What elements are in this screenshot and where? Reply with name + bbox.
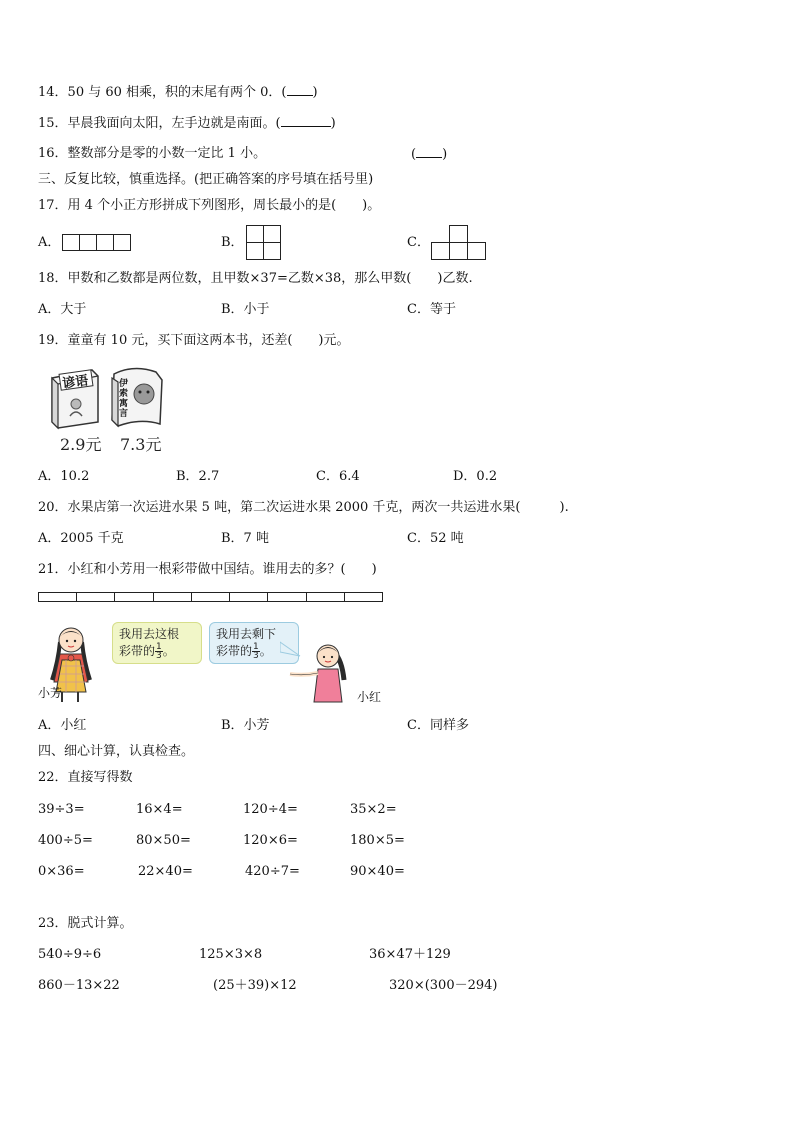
expression-item[interactable]: 36×47＋129 [369,947,451,962]
bubble-text-line-2: 彩带的 $\frac{1}{3}$ 。 [119,642,175,661]
svg-text:伊: 伊 [119,379,129,389]
q19-option-b[interactable]: B．2.7 [176,469,220,484]
q20-option-c[interactable]: C．52 吨 [407,531,464,546]
q21-option-c[interactable]: C．同样多 [407,718,469,733]
paren-close: ) [312,85,318,100]
answer-blank-14[interactable] [287,83,313,96]
answer-blank-16[interactable] [416,145,442,158]
q18-option-c[interactable]: C．等于 [407,302,456,317]
q20-option-b[interactable]: B．7 吨 [221,531,269,546]
calc-item[interactable]: 16×4= [136,802,183,817]
calc-item[interactable]: 420÷7= [245,864,300,879]
q18-option-b[interactable]: B．小于 [221,302,270,317]
bubble-text-line-1: 我用去这根 [119,627,180,641]
expression-item[interactable]: 860－13×22 [38,978,120,993]
price-book-2: 7.3元 [120,435,162,454]
ribbon-strip [38,592,383,602]
calc-item[interactable]: 22×40= [138,864,193,879]
question-19-text: 19．童童有 10 元，买下面这两本书，还差( )元。 [38,333,350,348]
name-xiaofang: 小芳 [38,686,63,700]
calc-item[interactable]: 90×40= [350,864,405,879]
question-21-text: 21．小红和小芳用一根彩带做中国结。谁用去的多？( ) [38,562,377,577]
question-15-text: 15．早晨我面向太阳，左手边就是南面。( [38,116,281,131]
question-17-text: 17．用 4 个小正方形拼成下列图形，周长最小的是( )。 [38,198,381,213]
expression-item[interactable]: 540÷9÷6 [38,947,102,962]
q17-option-b[interactable]: B． [221,235,244,250]
expression-item[interactable]: 125×3×8 [199,947,263,962]
speech-bubble-xiaofang [112,622,202,664]
paren-close: ) [330,116,336,131]
q19-option-d[interactable]: D．0.2 [453,469,498,484]
paren-close: ) [442,147,448,162]
q21-option-b[interactable]: B．小芳 [221,718,270,733]
expression-item[interactable]: (25＋39)×12 [213,978,297,993]
answer-blank-15[interactable] [281,114,331,127]
fraction-one-third: $\frac{1}{3}$ [156,642,162,661]
question-23-text: 23．脱式计算。 [38,916,133,931]
calc-item[interactable]: 80×50= [136,833,191,848]
question-16 [38,145,266,163]
books-illustration [44,364,174,454]
calc-item[interactable]: 120×6= [243,833,298,848]
question-14 [38,83,318,102]
svg-text:索: 索 [119,389,129,399]
question-15 [38,114,336,133]
question-14-text: 14．50 与 60 相乘，积的末尾有两个 0．( [38,85,287,100]
calc-item[interactable]: 0×36= [38,864,85,879]
price-book-1: 2.9元 [60,435,102,454]
expression-item[interactable]: 320×(300－294) [389,978,498,993]
fraction-one-third: $\frac{1}{3}$ [253,642,259,661]
name-xiaohong: 小红 [357,690,382,704]
q20-option-a[interactable]: A．2005 千克 [38,531,124,546]
svg-text:谚语: 谚语 [61,373,90,392]
svg-text:寓: 寓 [119,399,129,409]
book-aesop-icon [112,368,162,426]
q19-option-c[interactable]: C．6.4 [316,469,360,484]
calc-item[interactable]: 400÷5= [38,833,93,848]
calc-item[interactable]: 180×5= [350,833,405,848]
q17-option-a[interactable]: A． [38,235,61,250]
question-18-text: 18．甲数和乙数都是两位数，且甲数×37=乙数×38，那么甲数( )乙数. [38,271,473,286]
calc-item[interactable]: 35×2= [350,802,397,817]
question-16-answer [411,145,447,164]
q18-option-a[interactable]: A．大于 [38,302,87,317]
svg-text:言: 言 [119,409,129,419]
girl-xiaohong-icon [286,640,366,708]
question-22-text: 22．直接写得数 [38,770,133,785]
section-4-heading: 四、细心计算，认真检查。 [38,744,195,759]
q17-option-c[interactable]: C． [407,235,430,250]
q19-option-a[interactable]: A．10.2 [38,469,90,484]
q21-option-a[interactable]: A．小红 [38,718,87,733]
book-proverbs-icon [52,370,98,428]
bubble-text-line-2: 彩带的 $\frac{1}{3}$ 。 [216,642,272,661]
question-20-text: 20．水果店第一次运进水果 5 吨，第二次运进水果 2000 千克，两次一共运进水果( ). [38,500,569,515]
section-3-heading: 三、反复比较，慎重选择。(把正确答案的序号填在括号里) [38,172,374,187]
question-16-text: 16．整数部分是零的小数一定比 1 小。 [38,146,267,161]
bubble-text-line-1: 我用去剩下 [216,627,277,641]
calc-item[interactable]: 39÷3= [38,802,85,817]
calc-item[interactable]: 120÷4= [243,802,298,817]
paren-open: ( [411,147,417,162]
